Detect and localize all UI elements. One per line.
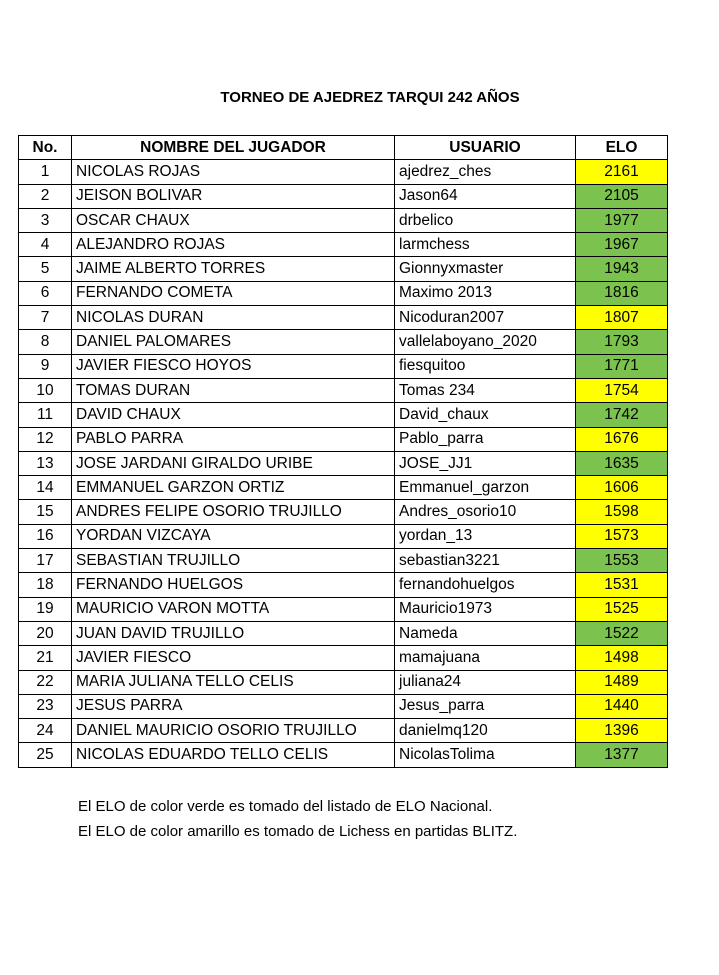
table-row: [19, 427, 668, 451]
cell-user: Jason64: [395, 184, 576, 208]
cell-no: 15: [19, 500, 72, 524]
cell-user: Pablo_parra: [395, 427, 576, 451]
cell-user: yordan_13: [395, 524, 576, 548]
header-user: USUARIO: [395, 136, 576, 160]
cell-name: JEISON BOLIVAR: [72, 184, 395, 208]
page-title: TORNEO DE AJEDREZ TARQUI 242 AÑOS: [220, 89, 520, 106]
cell-user: fernandohuelgos: [395, 573, 576, 597]
table-row: [19, 621, 668, 645]
cell-no: 18: [19, 573, 72, 597]
cell-elo: 1943: [576, 257, 668, 281]
cell-no: 13: [19, 451, 72, 475]
cell-user: NicolasTolima: [395, 743, 576, 767]
cell-name: JESUS PARRA: [72, 694, 395, 718]
cell-no: 6: [19, 281, 72, 305]
cell-elo: 1525: [576, 597, 668, 621]
cell-user: juliana24: [395, 670, 576, 694]
cell-elo: 1522: [576, 621, 668, 645]
cell-no: 10: [19, 378, 72, 402]
cell-elo: 1489: [576, 670, 668, 694]
table-row: [19, 573, 668, 597]
cell-name: JAVIER FIESCO: [72, 646, 395, 670]
cell-elo: 2161: [576, 160, 668, 184]
cell-no: 21: [19, 646, 72, 670]
cell-user: drbelico: [395, 208, 576, 232]
cell-name: TOMAS DURAN: [72, 378, 395, 402]
table-row: [19, 451, 668, 475]
cell-user: JOSE_JJ1: [395, 451, 576, 475]
table-row: [19, 160, 668, 184]
footer-note-green: El ELO de color verde es tomado del listado de ELO Nacional.: [78, 798, 493, 815]
table-row: [19, 354, 668, 378]
cell-elo: 1676: [576, 427, 668, 451]
header-elo: ELO: [576, 136, 668, 160]
cell-no: 9: [19, 354, 72, 378]
players-table: [18, 135, 668, 768]
cell-no: 17: [19, 549, 72, 573]
table-row: [19, 646, 668, 670]
cell-user: Maximo 2013: [395, 281, 576, 305]
cell-no: 11: [19, 403, 72, 427]
cell-user: larmchess: [395, 233, 576, 257]
table-row: [19, 184, 668, 208]
cell-user: David_chaux: [395, 403, 576, 427]
cell-no: 16: [19, 524, 72, 548]
cell-user: Mauricio1973: [395, 597, 576, 621]
cell-user: mamajuana: [395, 646, 576, 670]
cell-name: SEBASTIAN TRUJILLO: [72, 549, 395, 573]
cell-user: sebastian3221: [395, 549, 576, 573]
cell-name: OSCAR CHAUX: [72, 208, 395, 232]
cell-name: MAURICIO VARON MOTTA: [72, 597, 395, 621]
table-row: [19, 281, 668, 305]
cell-no: 8: [19, 330, 72, 354]
cell-elo: 1771: [576, 354, 668, 378]
cell-name: FERNANDO COMETA: [72, 281, 395, 305]
cell-user: Emmanuel_garzon: [395, 476, 576, 500]
cell-no: 4: [19, 233, 72, 257]
cell-user: Nameda: [395, 621, 576, 645]
cell-elo: 1807: [576, 306, 668, 330]
table-row: [19, 403, 668, 427]
cell-name: FERNANDO HUELGOS: [72, 573, 395, 597]
cell-elo: 1573: [576, 524, 668, 548]
cell-elo: 2105: [576, 184, 668, 208]
cell-user: vallelaboyano_2020: [395, 330, 576, 354]
cell-elo: 1754: [576, 378, 668, 402]
table-row: [19, 233, 668, 257]
table-row: [19, 306, 668, 330]
cell-elo: 1440: [576, 694, 668, 718]
cell-name: DANIEL PALOMARES: [72, 330, 395, 354]
table-row: [19, 549, 668, 573]
cell-user: Tomas 234: [395, 378, 576, 402]
cell-no: 2: [19, 184, 72, 208]
cell-name: MARIA JULIANA TELLO CELIS: [72, 670, 395, 694]
cell-no: 7: [19, 306, 72, 330]
cell-name: NICOLAS DURAN: [72, 306, 395, 330]
cell-no: 25: [19, 743, 72, 767]
cell-name: JUAN DAVID TRUJILLO: [72, 621, 395, 645]
cell-name: JOSE JARDANI GIRALDO URIBE: [72, 451, 395, 475]
cell-elo: 1606: [576, 476, 668, 500]
table-row: [19, 208, 668, 232]
table-row: [19, 694, 668, 718]
cell-name: NICOLAS EDUARDO TELLO CELIS: [72, 743, 395, 767]
cell-name: EMMANUEL GARZON ORTIZ: [72, 476, 395, 500]
cell-name: PABLO PARRA: [72, 427, 395, 451]
cell-name: DAVID CHAUX: [72, 403, 395, 427]
cell-user: fiesquitoo: [395, 354, 576, 378]
cell-user: Nicoduran2007: [395, 306, 576, 330]
cell-elo: 1742: [576, 403, 668, 427]
cell-user: Jesus_parra: [395, 694, 576, 718]
table-row: [19, 597, 668, 621]
cell-elo: 1816: [576, 281, 668, 305]
cell-no: 3: [19, 208, 72, 232]
table-row: [19, 670, 668, 694]
cell-no: 5: [19, 257, 72, 281]
header-name: NOMBRE DEL JUGADOR: [72, 136, 395, 160]
cell-no: 24: [19, 719, 72, 743]
cell-no: 22: [19, 670, 72, 694]
table-row: [19, 257, 668, 281]
cell-elo: 1793: [576, 330, 668, 354]
cell-name: ANDRES FELIPE OSORIO TRUJILLO: [72, 500, 395, 524]
footer-note-yellow: El ELO de color amarillo es tomado de Lichess en partidas BLITZ.: [78, 823, 518, 840]
cell-elo: 1377: [576, 743, 668, 767]
footer-notes: [78, 794, 517, 844]
cell-no: 14: [19, 476, 72, 500]
table-row: [19, 719, 668, 743]
cell-name: JAVIER FIESCO HOYOS: [72, 354, 395, 378]
cell-elo: 1598: [576, 500, 668, 524]
cell-name: NICOLAS ROJAS: [72, 160, 395, 184]
cell-user: danielmq120: [395, 719, 576, 743]
table-row: [19, 500, 668, 524]
cell-elo: 1553: [576, 549, 668, 573]
header-no: No.: [19, 136, 72, 160]
cell-elo: 1396: [576, 719, 668, 743]
cell-user: ajedrez_ches: [395, 160, 576, 184]
cell-no: 20: [19, 621, 72, 645]
cell-no: 12: [19, 427, 72, 451]
cell-name: JAIME ALBERTO TORRES: [72, 257, 395, 281]
table-row: [19, 743, 668, 767]
table-row: [19, 330, 668, 354]
cell-elo: 1967: [576, 233, 668, 257]
cell-name: ALEJANDRO ROJAS: [72, 233, 395, 257]
cell-elo: 1635: [576, 451, 668, 475]
cell-user: Gionnyxmaster: [395, 257, 576, 281]
cell-no: 19: [19, 597, 72, 621]
cell-user: Andres_osorio10: [395, 500, 576, 524]
cell-name: YORDAN VIZCAYA: [72, 524, 395, 548]
cell-elo: 1977: [576, 208, 668, 232]
cell-no: 23: [19, 694, 72, 718]
table-row: [19, 378, 668, 402]
cell-name: DANIEL MAURICIO OSORIO TRUJILLO: [72, 719, 395, 743]
cell-elo: 1498: [576, 646, 668, 670]
table-row: [19, 476, 668, 500]
table-row: [19, 524, 668, 548]
table-header-row: [19, 136, 668, 160]
cell-elo: 1531: [576, 573, 668, 597]
cell-no: 1: [19, 160, 72, 184]
